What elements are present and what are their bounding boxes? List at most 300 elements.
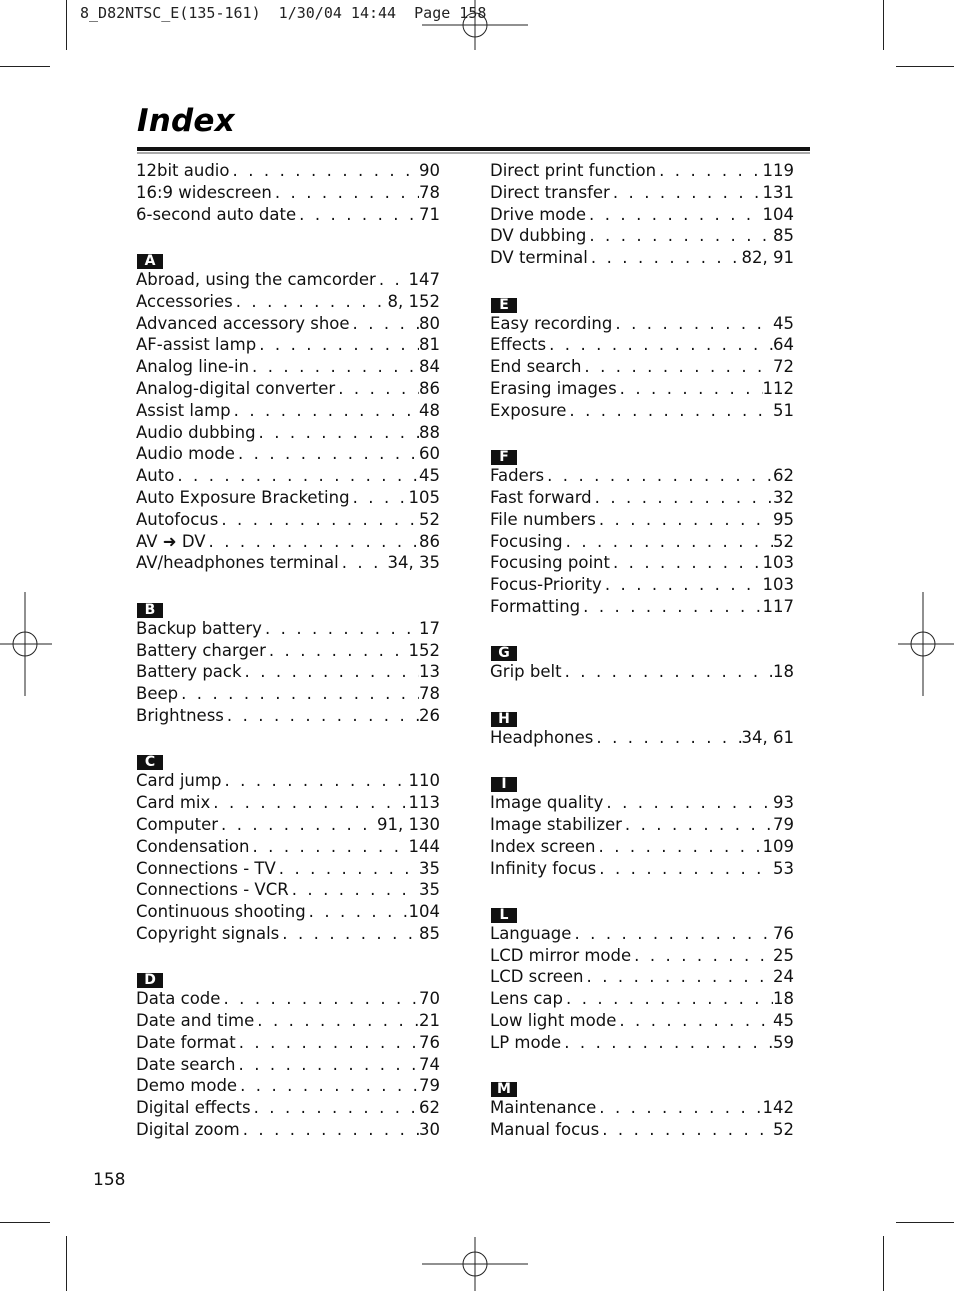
dot-leader	[586, 204, 762, 226]
dot-leader	[233, 291, 388, 313]
index-entry	[490, 356, 794, 378]
entry-term: LP mode	[490, 1032, 562, 1052]
index-entry	[136, 313, 440, 335]
entry-pages: 117	[762, 596, 794, 616]
dot-leader	[596, 836, 763, 858]
entry-term: AV ➜ DV	[136, 531, 206, 551]
dot-leader	[602, 574, 763, 596]
dot-leader	[221, 770, 408, 792]
dot-leader	[562, 661, 773, 683]
dot-leader	[224, 705, 419, 727]
index-entry	[490, 574, 794, 596]
entry-pages: 52	[773, 1120, 794, 1140]
index-entry	[490, 400, 794, 422]
entry-pages: 32	[773, 487, 794, 507]
section-header	[136, 596, 440, 618]
entry-term: Focusing point	[490, 553, 610, 573]
dot-leader	[561, 1032, 773, 1054]
section-header	[490, 705, 794, 727]
index-column-right	[490, 160, 794, 1141]
dot-leader	[210, 792, 408, 814]
entry-pages: 76	[773, 923, 794, 943]
entry-term: Index screen	[490, 836, 596, 856]
dot-leader	[592, 487, 773, 509]
entry-pages: 52	[773, 531, 794, 551]
entry-pages: 78	[419, 182, 440, 202]
index-entry	[136, 836, 440, 858]
entry-pages: 21	[419, 1011, 440, 1031]
entry-term: End search	[490, 357, 582, 377]
dot-leader	[603, 792, 773, 814]
index-entry	[136, 487, 440, 509]
entry-term: Lens cap	[490, 989, 564, 1009]
entry-pages: 59	[773, 1032, 794, 1052]
entry-term: Demo mode	[136, 1076, 238, 1096]
index-entry	[136, 552, 440, 574]
entry-pages: 13	[419, 662, 440, 682]
index-entry	[490, 1119, 794, 1141]
entry-term: Manual focus	[490, 1120, 600, 1140]
index-entry	[136, 879, 440, 901]
section-header	[490, 291, 794, 313]
entry-term: Battery charger	[136, 640, 266, 660]
entry-pages: 79	[773, 814, 794, 834]
dot-leader	[656, 160, 762, 182]
dot-leader	[622, 814, 773, 836]
entry-term: Direct print function	[490, 161, 657, 180]
section-letter: D	[137, 973, 163, 988]
entry-pages: 60	[419, 444, 440, 464]
index-entry	[490, 378, 794, 400]
section-letter: C	[137, 755, 163, 770]
dot-leader	[230, 160, 420, 182]
entry-pages: 113	[408, 793, 440, 813]
entry-term: Date and time	[136, 1011, 255, 1031]
index-entry	[490, 966, 794, 988]
entry-pages: 104	[408, 902, 440, 922]
entry-pages: 70	[419, 989, 440, 1009]
dot-leader	[256, 422, 419, 444]
dot-leader	[249, 356, 419, 378]
entry-pages: 18	[773, 662, 794, 682]
index-entry	[136, 683, 440, 705]
dot-leader	[249, 836, 408, 858]
section-gap	[490, 1054, 794, 1076]
entry-pages: 26	[419, 705, 440, 725]
section-letter: I	[491, 777, 517, 792]
entry-term: Accessories	[136, 291, 233, 311]
crop-mark	[896, 1222, 954, 1223]
dot-leader	[593, 727, 741, 749]
entry-term: Focus-Priority	[490, 575, 602, 595]
entry-pages: 34, 61	[741, 727, 794, 747]
index-entry	[490, 531, 794, 553]
section-header	[490, 901, 794, 923]
section-header	[136, 966, 440, 988]
entry-pages: 119	[762, 161, 794, 180]
section-letter: E	[491, 298, 517, 313]
index-entry	[136, 705, 440, 727]
index-entry	[490, 945, 794, 967]
entry-pages: 64	[773, 335, 794, 355]
dot-leader	[236, 1032, 419, 1054]
index-entry	[136, 356, 440, 378]
dot-leader	[335, 378, 419, 400]
entry-pages: 91, 130	[377, 814, 440, 834]
registration-mark-top	[422, 0, 528, 50]
entry-term: LCD screen	[490, 967, 584, 987]
entry-pages: 35	[419, 880, 440, 900]
entry-term: Advanced accessory shoe	[136, 313, 350, 333]
entry-pages: 147	[408, 269, 440, 289]
dot-leader	[339, 552, 388, 574]
dot-leader	[242, 661, 419, 683]
entry-pages: 8, 152	[387, 291, 440, 311]
section-gap	[136, 574, 440, 596]
entry-term: Effects	[490, 335, 547, 355]
entry-term: Date search	[136, 1054, 236, 1074]
index-entry	[136, 291, 440, 313]
entry-term: Analog-digital converter	[136, 378, 336, 398]
entry-term: Image stabilizer	[490, 814, 622, 834]
dot-leader	[584, 966, 773, 988]
entry-pages: 104	[762, 204, 794, 224]
entry-pages: 72	[773, 357, 794, 377]
entry-term: Connections - VCR	[136, 880, 289, 900]
entry-term: Autofocus	[136, 509, 219, 529]
dot-leader	[571, 923, 773, 945]
index-entry	[136, 509, 440, 531]
entry-pages: 45	[419, 466, 440, 486]
index-entry	[136, 160, 440, 182]
index-entry	[136, 814, 440, 836]
entry-term: Erasing images	[490, 378, 617, 398]
entry-pages: 103	[762, 553, 794, 573]
dot-leader	[231, 400, 419, 422]
index-entry	[136, 770, 440, 792]
dot-leader	[350, 313, 419, 335]
entry-pages: 131	[762, 182, 794, 202]
index-entry	[136, 443, 440, 465]
crop-mark	[883, 1236, 884, 1291]
dot-leader	[296, 204, 419, 226]
entry-pages: 74	[419, 1054, 440, 1074]
section-letter: M	[491, 1082, 517, 1097]
entry-pages: 82, 91	[741, 248, 794, 268]
dot-leader	[237, 1075, 419, 1097]
entry-term: DV terminal	[490, 248, 588, 268]
entry-term: Brightness	[136, 705, 224, 725]
dot-leader	[581, 356, 773, 378]
entry-pages: 62	[419, 1098, 440, 1118]
entry-pages: 105	[408, 487, 440, 507]
entry-term: Grip belt	[490, 662, 562, 682]
entry-term: LCD mirror mode	[490, 945, 632, 965]
entry-pages: 86	[419, 378, 440, 398]
entry-term: AV/headphones terminal	[136, 553, 339, 573]
index-entry	[136, 1119, 440, 1141]
index-entry	[490, 552, 794, 574]
index-entry	[136, 378, 440, 400]
entry-pages: 144	[408, 836, 440, 856]
entry-pages: 18	[773, 989, 794, 1009]
dot-leader	[563, 531, 773, 553]
index-entry	[136, 618, 440, 640]
index-entry	[490, 182, 794, 204]
entry-term: Exposure	[490, 400, 567, 420]
dot-leader	[610, 182, 763, 204]
entry-term: Fast forward	[490, 487, 592, 507]
dot-leader	[272, 182, 419, 204]
entry-term: DV dubbing	[490, 226, 587, 246]
entry-term: Beep	[136, 684, 179, 704]
entry-term: Headphones	[490, 727, 594, 747]
dot-leader	[206, 531, 419, 553]
section-letter: F	[491, 450, 517, 465]
section-gap	[136, 727, 440, 749]
entry-term: Formatting	[490, 596, 581, 616]
section-gap	[490, 683, 794, 705]
entry-pages: 35	[419, 858, 440, 878]
dot-leader	[580, 596, 762, 618]
crop-mark	[66, 1236, 67, 1291]
entry-pages: 142	[762, 1098, 794, 1118]
section-gap	[490, 749, 794, 771]
entry-term: Infinity focus	[490, 858, 597, 878]
entry-pages: 93	[773, 793, 794, 813]
dot-leader	[376, 269, 409, 291]
entry-pages: 24	[773, 967, 794, 987]
index-entry	[136, 1010, 440, 1032]
entry-pages: 45	[773, 1011, 794, 1031]
entry-term: Copyright signals	[136, 923, 280, 943]
entry-pages: 79	[419, 1076, 440, 1096]
entry-term: Continuous shooting	[136, 902, 306, 922]
entry-term: Data code	[136, 989, 221, 1009]
index-entry	[136, 204, 440, 226]
section-header	[490, 770, 794, 792]
index-entry	[490, 814, 794, 836]
dot-leader	[256, 334, 419, 356]
entry-term: Condensation	[136, 836, 250, 856]
page-title: Index	[137, 103, 235, 139]
section-header	[490, 1075, 794, 1097]
dot-leader	[262, 618, 419, 640]
entry-term: Focusing	[490, 531, 563, 551]
index-entry	[136, 792, 440, 814]
entry-term: Direct transfer	[490, 182, 610, 202]
entry-term: Battery pack	[136, 662, 242, 682]
index-entry	[490, 923, 794, 945]
entry-term: Date format	[136, 1032, 236, 1052]
dot-leader	[279, 923, 419, 945]
section-header	[490, 443, 794, 465]
entry-term: Digital zoom	[136, 1120, 240, 1140]
entry-pages: 76	[419, 1032, 440, 1052]
entry-pages: 103	[762, 575, 794, 595]
index-entry	[490, 247, 794, 269]
dot-leader	[612, 313, 773, 335]
dot-leader	[240, 1119, 419, 1141]
section-gap	[136, 225, 440, 247]
entry-pages: 84	[419, 357, 440, 377]
dot-leader	[289, 879, 419, 901]
index-entry	[490, 596, 794, 618]
dot-leader	[546, 334, 773, 356]
section-header	[136, 749, 440, 771]
entry-term: Image quality	[490, 793, 604, 813]
entry-pages: 48	[419, 400, 440, 420]
dot-leader	[588, 247, 742, 269]
entry-pages: 53	[773, 858, 794, 878]
entry-pages: 152	[408, 640, 440, 660]
entry-pages: 110	[408, 771, 440, 791]
dot-leader	[596, 858, 773, 880]
index-entry	[136, 988, 440, 1010]
index-entry	[136, 269, 440, 291]
entry-pages: 45	[773, 313, 794, 333]
page-number: 158	[93, 1170, 126, 1190]
section-gap	[490, 269, 794, 291]
section-gap	[136, 945, 440, 967]
index-entry	[490, 509, 794, 531]
index-entry	[490, 1097, 794, 1119]
dot-leader	[174, 465, 419, 487]
crop-mark	[0, 66, 50, 67]
index-entry	[490, 465, 794, 487]
crop-mark	[896, 66, 954, 67]
index-entry	[490, 334, 794, 356]
section-letter: B	[137, 603, 163, 618]
entry-pages: 112	[762, 378, 794, 398]
index-entry	[136, 1054, 440, 1076]
dot-leader	[350, 487, 409, 509]
registration-mark-left	[0, 592, 52, 696]
registration-mark-bottom	[422, 1237, 528, 1291]
index-entry	[136, 334, 440, 356]
entry-term: Faders	[490, 466, 545, 486]
entry-pages: 51	[773, 400, 794, 420]
entry-pages: 85	[419, 923, 440, 943]
entry-term: Auto Exposure Bracketing	[136, 487, 350, 507]
entry-pages: 88	[419, 422, 440, 442]
entry-term: Language	[490, 923, 572, 943]
dot-leader	[306, 901, 409, 923]
entry-pages: 80	[419, 313, 440, 333]
entry-pages: 17	[419, 618, 440, 638]
entry-term: AF-assist lamp	[136, 335, 257, 355]
entry-term: Abroad, using the camcorder	[136, 269, 376, 289]
index-entry	[136, 1032, 440, 1054]
entry-term: Card mix	[136, 793, 211, 813]
entry-term: 12bit audio	[136, 161, 230, 180]
index-entry	[490, 727, 794, 749]
index-column-left	[136, 160, 440, 1141]
index-entry	[136, 531, 440, 553]
entry-term: File numbers	[490, 509, 596, 529]
entry-pages: 30	[419, 1120, 440, 1140]
dot-leader	[596, 1097, 762, 1119]
dot-leader	[610, 552, 763, 574]
entry-term: Auto	[136, 466, 175, 486]
entry-pages: 52	[419, 509, 440, 529]
index-entry	[490, 858, 794, 880]
index-entry	[136, 1075, 440, 1097]
index-entry	[136, 901, 440, 923]
dot-leader	[218, 509, 419, 531]
dot-leader	[544, 465, 773, 487]
dot-leader	[218, 814, 377, 836]
entry-term: Analog line-in	[136, 357, 250, 377]
title-rule-shadow	[137, 152, 810, 154]
index-entry	[136, 400, 440, 422]
dot-leader	[586, 225, 773, 247]
crop-mark	[883, 0, 884, 50]
dot-leader	[236, 1054, 420, 1076]
section-letter: G	[491, 646, 517, 661]
index-entry	[490, 988, 794, 1010]
entry-pages: 62	[773, 466, 794, 486]
section-gap	[490, 618, 794, 640]
dot-leader	[617, 378, 763, 400]
entry-term: Connections - TV	[136, 858, 276, 878]
dot-leader	[254, 1010, 419, 1032]
crop-mark	[0, 1222, 50, 1223]
section-letter: L	[491, 908, 517, 923]
entry-term: Audio dubbing	[136, 422, 256, 442]
dot-leader	[616, 1010, 773, 1032]
index-entry	[490, 487, 794, 509]
title-rule	[137, 147, 810, 151]
dot-leader	[563, 988, 773, 1010]
crop-mark	[66, 0, 67, 50]
entry-pages: 85	[773, 226, 794, 246]
print-slug: 8_D82NTSC_E(135-161) 1/30/04 14:44 Page 158	[80, 4, 487, 22]
entry-term: Maintenance	[490, 1098, 597, 1118]
entry-pages: 71	[419, 204, 440, 224]
index-entry	[490, 661, 794, 683]
entry-term: 16:9 widescreen	[136, 182, 272, 202]
dot-leader	[266, 640, 409, 662]
index-entry	[136, 422, 440, 444]
dot-leader	[631, 945, 773, 967]
entry-term: Card jump	[136, 771, 222, 791]
index-entry	[490, 1010, 794, 1032]
dot-leader	[178, 683, 419, 705]
entry-pages: 25	[773, 945, 794, 965]
entry-term: Audio mode	[136, 444, 235, 464]
index-entry	[490, 313, 794, 335]
index-entry	[136, 923, 440, 945]
section-header	[490, 640, 794, 662]
dot-leader	[220, 988, 419, 1010]
index-entry	[136, 182, 440, 204]
entry-term: Easy recording	[490, 313, 613, 333]
dot-leader	[596, 509, 773, 531]
index-entry	[490, 792, 794, 814]
entry-pages: 81	[419, 335, 440, 355]
index-entry	[136, 858, 440, 880]
entry-term: Digital effects	[136, 1098, 251, 1118]
section-letter: H	[491, 712, 517, 727]
entry-term: Assist lamp	[136, 400, 231, 420]
entry-pages: 86	[419, 531, 440, 551]
entry-pages: 90	[419, 161, 440, 180]
entry-term: 6-second auto date	[136, 204, 297, 224]
index-entry	[490, 204, 794, 226]
entry-pages: 109	[762, 836, 794, 856]
index-entry	[490, 225, 794, 247]
